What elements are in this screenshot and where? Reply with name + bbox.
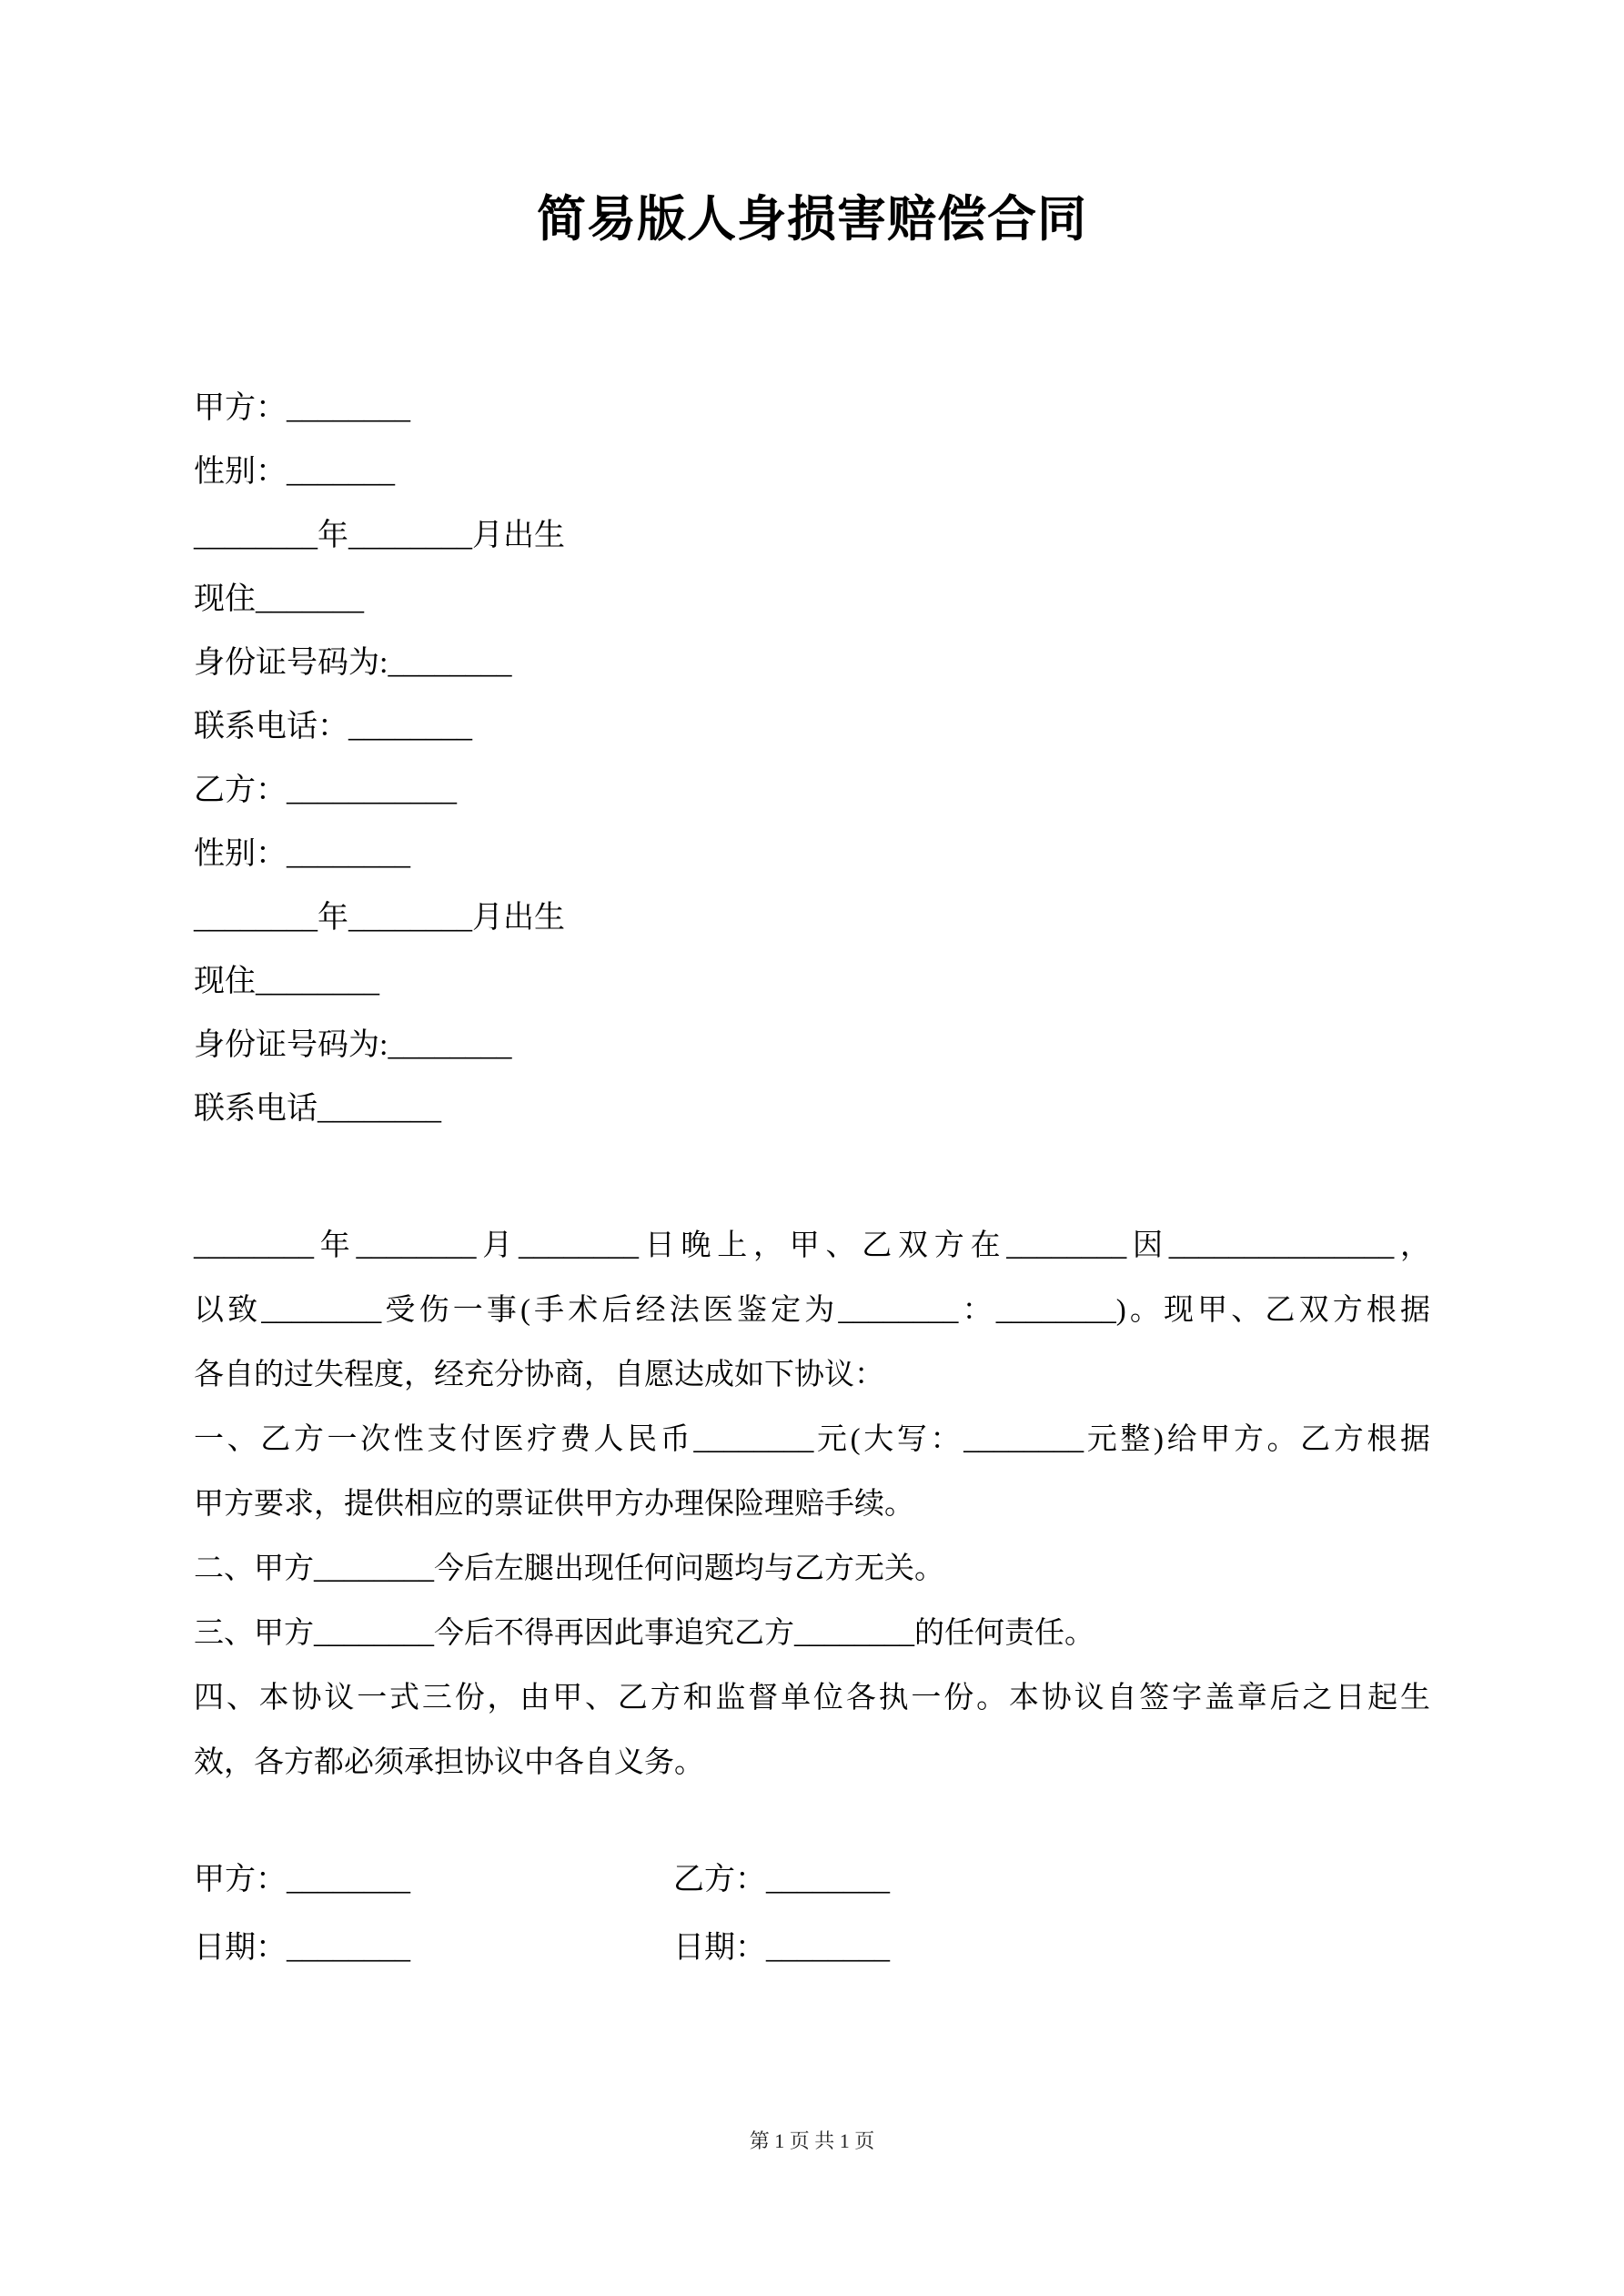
signature-row-dates: [194, 1914, 1430, 1982]
agreement-line-clause-4: 四、本协议一式三份，由甲、乙方和监督单位各执一份。本协议自签字盖章后之日起生: [194, 1682, 1430, 1714]
info-line-party-b-gender: 性别：________: [194, 837, 410, 871]
info-line-party-b-phone: 联系电话________: [194, 1092, 441, 1126]
info-line-party-a-phone: 联系电话：________: [194, 710, 472, 743]
agreement-line-clause-1: 一、乙方一次性支付医疗费人民币________元(大写：________元整)给甲方。乙方根据: [194, 1423, 1430, 1456]
party-a-date-line: 日期：________: [194, 1931, 410, 1965]
signature-row-names: [194, 1846, 1430, 1914]
party-b-date-line: 日期：________: [673, 1931, 890, 1965]
agreement-line: 甲方要求，提供相应的票证供甲方办理保险理赔手续。: [194, 1488, 914, 1521]
info-line-party-a-gender: 性别：_______: [194, 455, 395, 489]
agreement-section: [194, 1214, 1430, 1795]
page-number: 第 1 页 共 1 页: [749, 2129, 875, 2152]
party-b-signature-line: 乙方：________: [673, 1863, 890, 1896]
info-line-party-a-birth: ________年________月出生: [194, 519, 565, 552]
info-line-party-b-name: 乙方：___________: [194, 774, 457, 807]
agreement-line-clause-2: 二、甲方________今后左腿出现任何问题均与乙方无关。: [194, 1553, 944, 1585]
party-info-section: [194, 377, 1430, 1141]
agreement-line: 效，各方都必须承担协议中各自义务。: [194, 1746, 704, 1779]
signature-section: [194, 1846, 1430, 1982]
agreement-line: 以致________受伤一事(手术后经法医鉴定为________：________)。现甲、乙双方根据: [194, 1294, 1430, 1327]
info-line-party-b-address: 现住________: [194, 965, 379, 998]
agreement-line: ________年________月________日晚上，甲、乙双方在________因_______________，: [194, 1229, 1430, 1262]
agreement-line: 各自的过失程度，经充分协商，自愿达成如下协议：: [194, 1359, 884, 1391]
info-line-party-a-id-number: 身份证号码为:________: [194, 646, 512, 680]
info-line-party-b-birth: ________年________月出生: [194, 901, 565, 935]
party-a-signature-line: 甲方：________: [194, 1863, 410, 1896]
document-title: 简易版人身损害赔偿合同: [537, 192, 1087, 247]
agreement-line-clause-3: 三、甲方________今后不得再因此事追究乙方________的任何责任。: [194, 1617, 1094, 1650]
info-line-party-a-name: 甲方：________: [194, 391, 410, 425]
info-line-party-b-id-number: 身份证号码为:________: [194, 1028, 512, 1062]
info-line-party-a-address: 现住_______: [194, 582, 364, 616]
